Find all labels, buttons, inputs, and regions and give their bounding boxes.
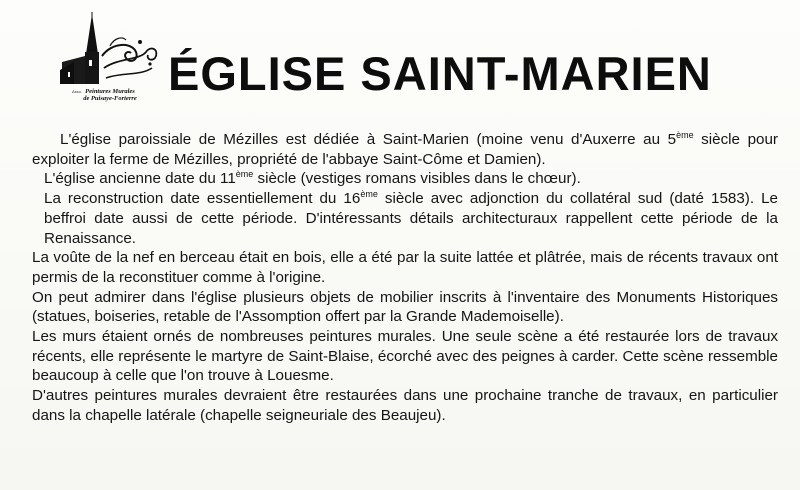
paragraph-dedication: L'église paroissiale de Mézilles est dédiée à Saint-Marien (moine venu d'Auxerre au 5ème siècle pour exploiter la ferme de Mézilles, propriété de l'abbaye Saint-Côme et Damien). bbox=[32, 130, 778, 168]
association-logo bbox=[40, 12, 162, 104]
logo-caption bbox=[58, 88, 162, 102]
paragraph-future-restoration: D'autres peintures murales devraient être restaurées dans une prochaine tranche de travaux, en particulier dans la chapelle latérale (chapelle seigneuriale des Beaujeu). bbox=[32, 387, 778, 424]
logo-side-label: Asso. bbox=[72, 89, 83, 94]
page-title: ÉGLISE SAINT-MARIEN bbox=[168, 47, 712, 100]
logo-caption-line2: de Puisaye-Forterre bbox=[83, 95, 137, 102]
logo-caption-line1: Peintures Murales bbox=[85, 88, 135, 95]
paragraph-reconstruction: La reconstruction date essentiellement du 16ème siècle avec adjonction du collatéral sud (daté 1583). Le beffroi date aussi de cette période. D'intéressants détails architecturaux rappellent cette période de la Renaissance. bbox=[44, 189, 778, 247]
body-text bbox=[32, 130, 778, 426]
paragraph-vault: La voûte de la nef en berceau était en bois, elle a été par la suite lattée et plâtrée, mais de récents travaux ont permis de la reconstituer comme à l'origine. bbox=[32, 249, 778, 286]
paragraph-murals: Les murs étaient ornés de nombreuses peintures murales. Une seule scène a été restaurée lors de travaux récents, elle représente le martyre de Saint-Blaise, écorché avec des peignes à carder. Cette scène ressemble beaucoup à celle que l'on trouve à Louesme. bbox=[32, 328, 778, 385]
paragraph-old-church: L'église ancienne date du 11ème siècle (vestiges romans visibles dans le chœur). bbox=[44, 169, 581, 188]
paragraph-furniture: On peut admirer dans l'église plusieurs objets de mobilier inscrits à l'inventaire des Monuments Historiques (statues, boiseries, retable de l'Assomption offert par la Grande Mademoiselle). bbox=[32, 288, 778, 326]
church-steeple-icon bbox=[40, 12, 162, 92]
